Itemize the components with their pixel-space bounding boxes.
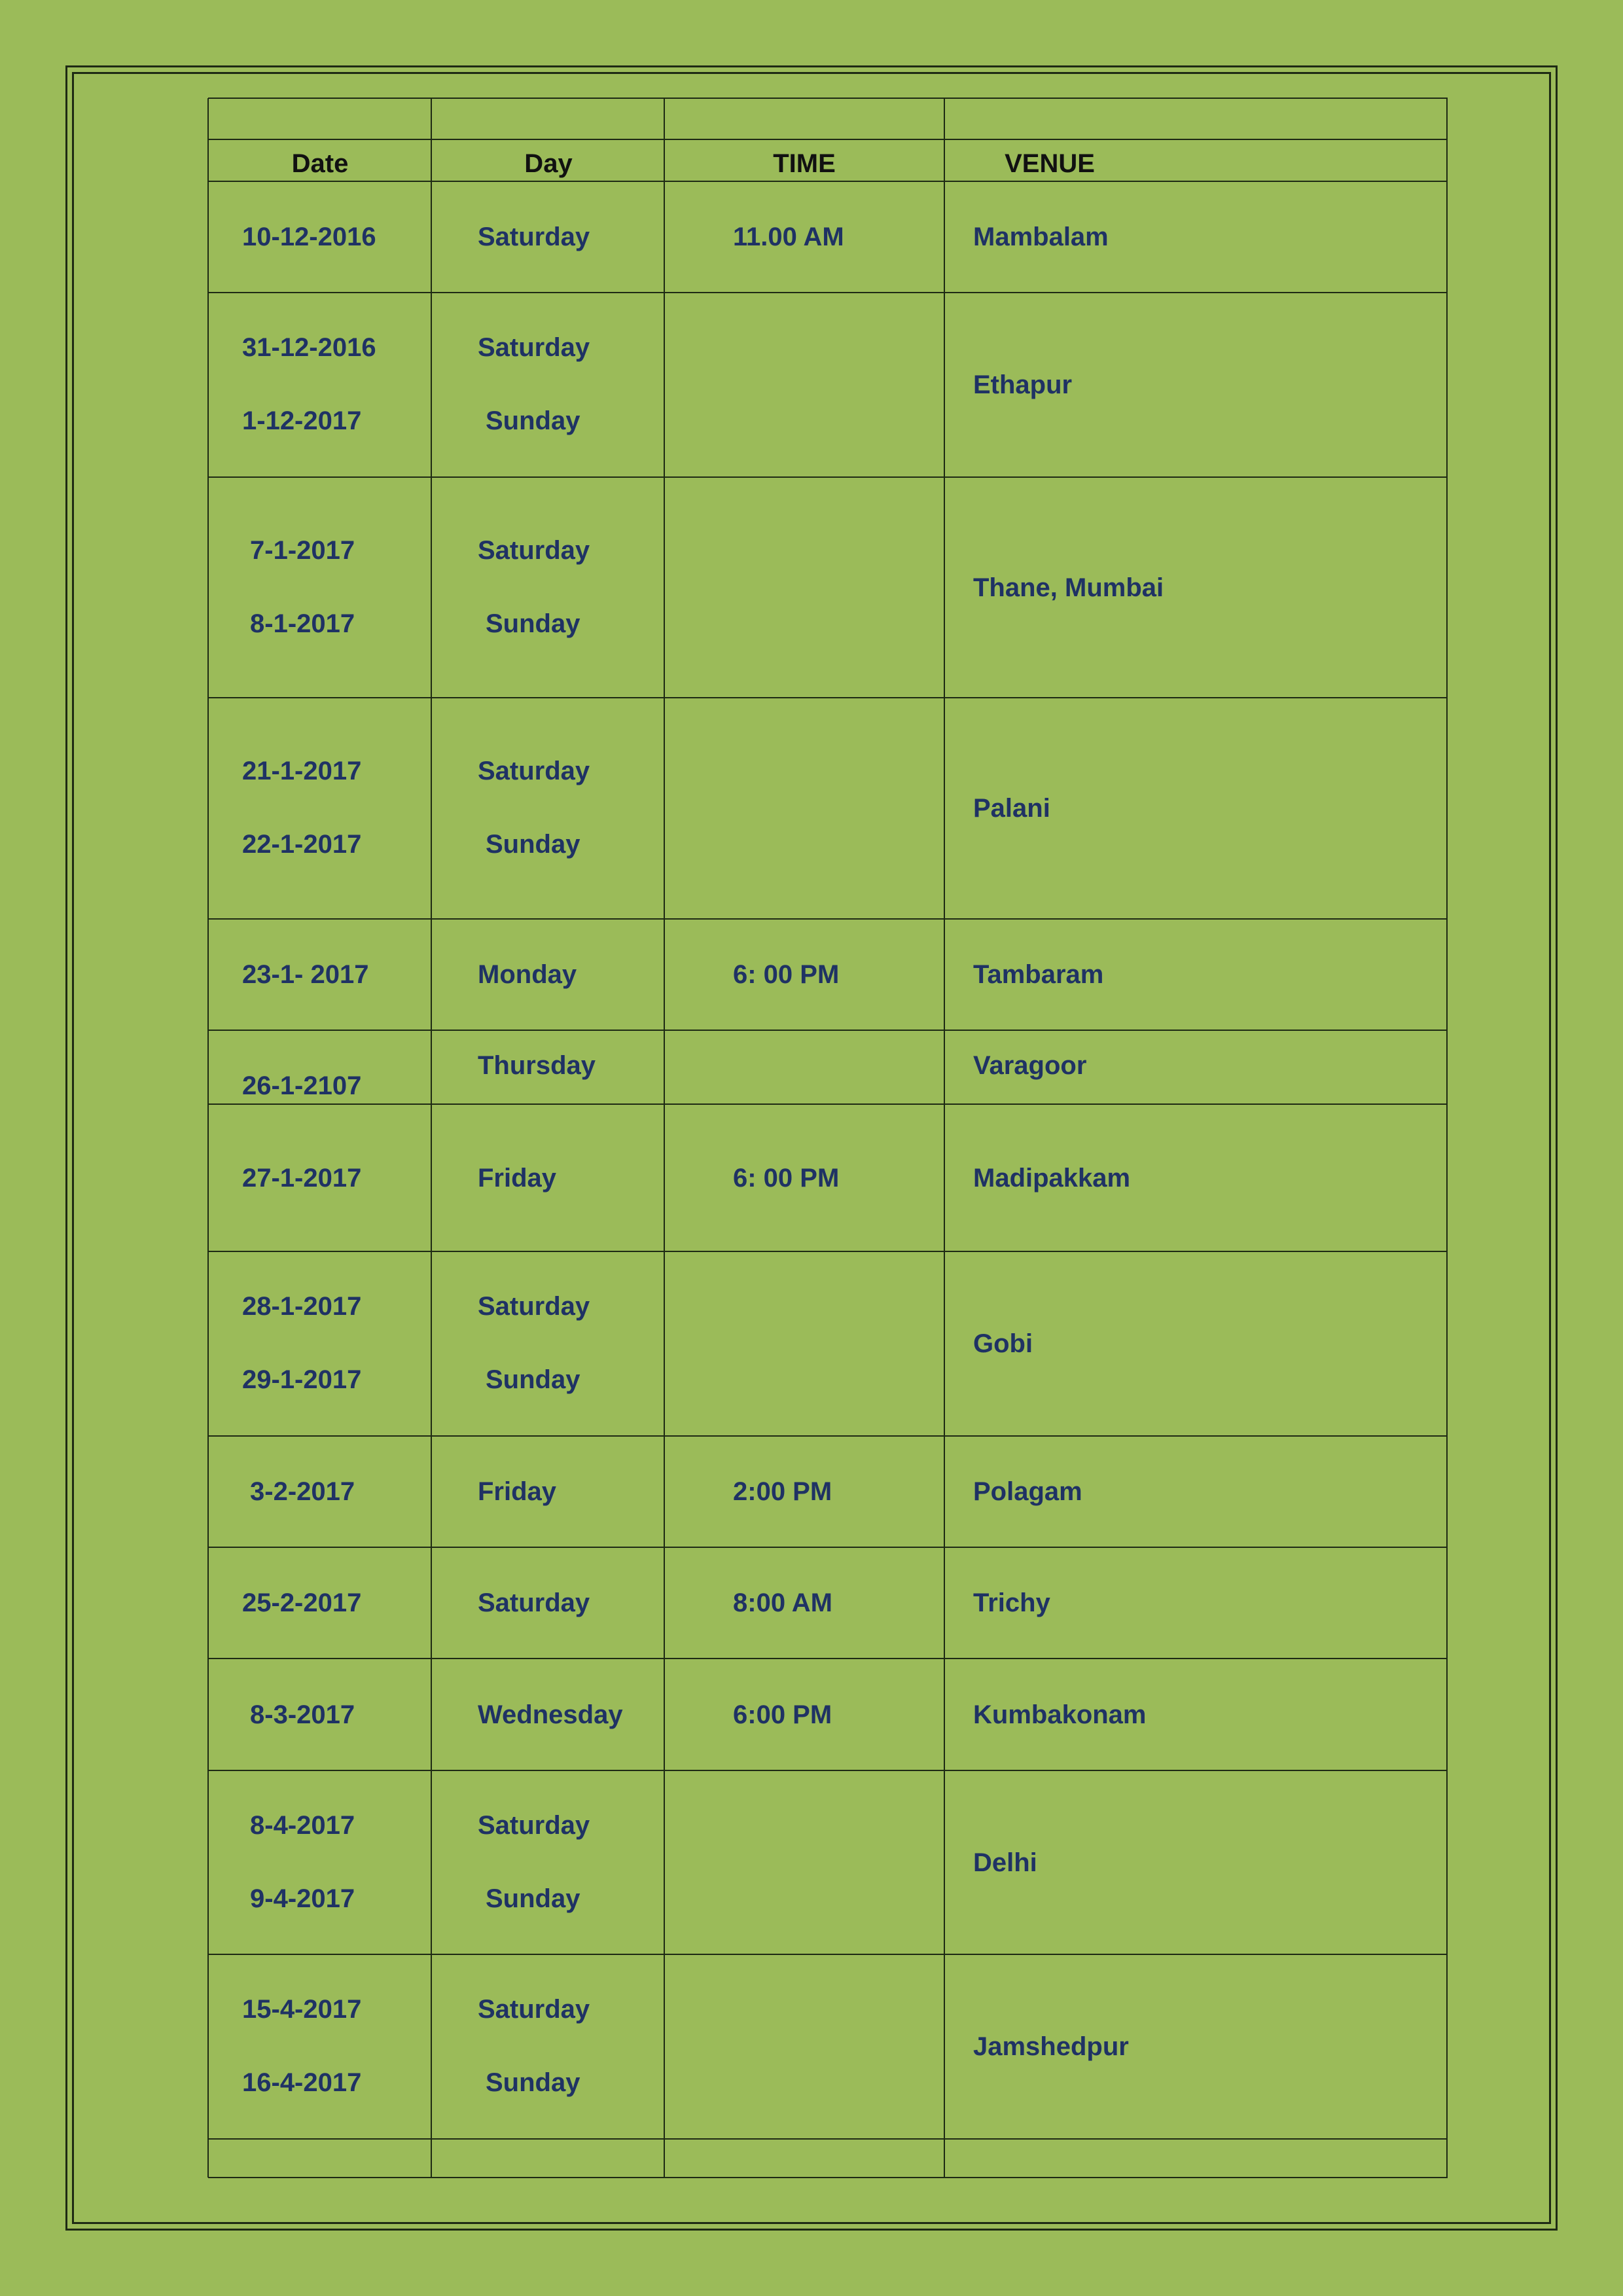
date-cell: 29-1-2017	[242, 1365, 362, 1394]
venue-cell: Tambaram	[973, 960, 1104, 989]
header-day: Day	[524, 149, 573, 178]
day-cell: Saturday	[478, 1995, 590, 2024]
table-row-line	[208, 476, 1448, 478]
day-cell: Sunday	[486, 1365, 580, 1394]
venue-cell: Palani	[973, 794, 1050, 823]
day-cell: Friday	[478, 1477, 557, 1506]
table-row-line	[208, 181, 1448, 182]
table-row-line	[208, 918, 1448, 920]
time-cell: 6: 00 PM	[733, 960, 840, 989]
time-cell: 6: 00 PM	[733, 1163, 840, 1193]
date-cell: 7-1-2017	[250, 535, 355, 565]
table-row-line	[208, 697, 1448, 698]
table-column-line	[431, 98, 432, 2178]
date-cell: 16-4-2017	[242, 2068, 362, 2097]
venue-cell: Varagoor	[973, 1050, 1087, 1080]
date-cell: 3-2-2017	[250, 1477, 355, 1506]
table-row-line	[208, 1251, 1448, 1252]
table-row-line	[208, 2138, 1448, 2140]
date-cell: 26-1-2107	[242, 1071, 362, 1100]
date-cell: 8-3-2017	[250, 1700, 355, 1729]
day-cell: Saturday	[478, 223, 590, 251]
table-row-line	[208, 292, 1448, 293]
day-cell: Thursday	[478, 1050, 596, 1080]
date-cell: 8-1-2017	[250, 609, 355, 638]
header-venue: VENUE	[1005, 149, 1095, 178]
table-column-line	[944, 98, 945, 2178]
day-cell: Saturday	[478, 1292, 590, 1321]
date-cell: 31-12-2016	[242, 333, 376, 362]
day-cell: Saturday	[478, 333, 590, 362]
table-row-line	[208, 1658, 1448, 1659]
date-cell: 22-1-2017	[242, 830, 362, 859]
venue-cell: Mambalam	[973, 223, 1109, 251]
time-cell: 6:00 PM	[733, 1700, 832, 1729]
table-row-line	[208, 1547, 1448, 1548]
day-cell: Saturday	[478, 1588, 590, 1617]
date-cell: 9-4-2017	[250, 1884, 355, 1913]
date-cell: 28-1-2017	[242, 1292, 362, 1321]
table-row-line	[208, 1030, 1448, 1031]
header-date: Date	[291, 149, 349, 178]
table-row-line	[208, 1103, 1448, 1105]
day-cell: Sunday	[486, 2068, 580, 2097]
day-cell: Saturday	[478, 535, 590, 565]
date-cell: 10-12-2016	[242, 223, 376, 251]
venue-cell: Madipakkam	[973, 1163, 1131, 1193]
table-row-line	[208, 1770, 1448, 1771]
date-cell: 1-12-2017	[242, 406, 362, 435]
venue-cell: Ethapur	[973, 370, 1073, 399]
table-row-line	[208, 2177, 1448, 2178]
day-cell: Sunday	[486, 830, 580, 859]
table-row-line	[208, 139, 1448, 140]
day-cell: Sunday	[486, 1884, 580, 1913]
date-cell: 25-2-2017	[242, 1588, 362, 1617]
table-column-line	[1446, 98, 1448, 2178]
time-cell: 8:00 AM	[733, 1588, 832, 1617]
venue-cell: Gobi	[973, 1329, 1033, 1358]
venue-cell: Polagam	[973, 1477, 1082, 1506]
table-column-line	[207, 98, 209, 2178]
day-cell: Sunday	[486, 406, 580, 435]
date-cell: 27-1-2017	[242, 1163, 362, 1193]
time-cell: 11.00 AM	[733, 223, 844, 251]
header-time: TIME	[773, 149, 836, 178]
day-cell: Saturday	[478, 1810, 590, 1840]
table-column-line	[664, 98, 665, 2178]
day-cell: Monday	[478, 960, 577, 989]
day-cell: Saturday	[478, 757, 590, 785]
venue-cell: Trichy	[973, 1588, 1050, 1617]
day-cell: Friday	[478, 1163, 557, 1193]
day-cell: Sunday	[486, 609, 580, 638]
venue-cell: Jamshedpur	[973, 2032, 1129, 2061]
table-row-line	[208, 1954, 1448, 1955]
date-cell: 21-1-2017	[242, 757, 362, 785]
venue-cell: Kumbakonam	[973, 1700, 1147, 1729]
table-row-line	[208, 98, 1448, 99]
time-cell: 2:00 PM	[733, 1477, 832, 1506]
date-cell: 8-4-2017	[250, 1810, 355, 1840]
day-cell: Wednesday	[478, 1700, 623, 1729]
venue-cell: Thane, Mumbai	[973, 573, 1164, 602]
date-cell: 23-1- 2017	[242, 960, 369, 989]
date-cell: 15-4-2017	[242, 1995, 362, 2024]
venue-cell: Delhi	[973, 1848, 1037, 1877]
table-row-line	[208, 1435, 1448, 1437]
